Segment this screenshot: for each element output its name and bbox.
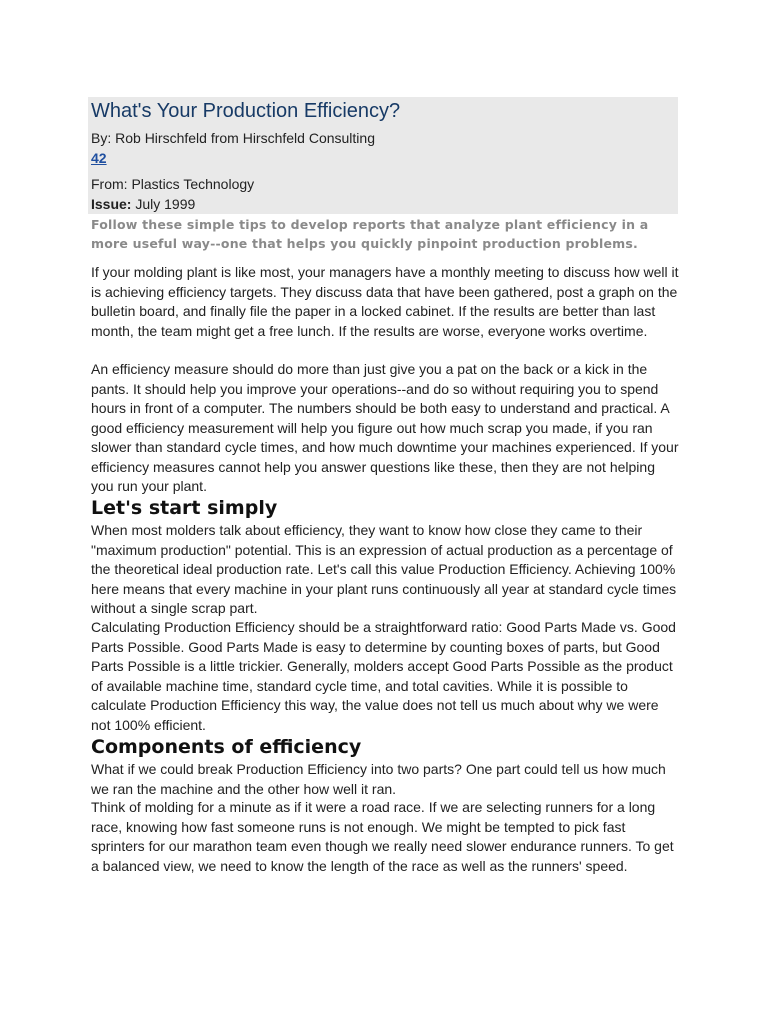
issue-value: July 1999: [131, 196, 196, 212]
section2-paragraph-2: Think of molding for a minute as if it were a road race. If we are selecting runners for a long race, knowing how fast someone runs is not enough. We might be tempted to pick fast sprinters for our marathon team even though we really need slower endurance runners. To get a balanced view, we need to know the length of the race as well as the runners' speed.: [91, 799, 674, 874]
section-heading-components: Components of efficiency: [91, 736, 362, 758]
article-source: From: Plastics Technology: [91, 176, 255, 192]
section1-paragraph-2: Calculating Production Efficiency should be a straightforward ratio: Good Parts Made vs. Good Parts Possible. Good Parts Made is easy to determine by counting boxes of parts, but Good Parts Possible is a little trickier. Generally, molders accept Good Parts Possible as the product of available machine time, standard cycle time, and total cavities. While it is possible to calculate Production Efficiency this way, the value does not tell us much about why we were not 100% efficient.: [91, 619, 676, 733]
section1-paragraph-1: When most molders talk about efficiency, they want to know how close they came to their "maximum production" potential. This is an expression of actual production as a percentage of the theoretical ideal production rate. Let's call this value Production Efficiency. Achieving 100% here means that every machine in your plant runs continuously all year at standard cycle times without a single scrap part.: [91, 522, 677, 616]
article-count-link[interactable]: 42: [91, 150, 107, 166]
section2-paragraph-1: What if we could break Production Efficiency into two parts? One part could tell us how much we ran the machine and the other how well it ran.: [91, 761, 666, 797]
section-heading-start-simply: Let's start simply: [91, 497, 278, 519]
article-title: What's Your Production Efficiency?: [91, 100, 401, 122]
article-lede: Follow these simple tips to develop reports that analyze plant efficiency in a more useful way--one that helps you quickly pinpoint production problems.: [91, 217, 649, 251]
issue-label: Issue:: [91, 196, 132, 212]
article-issue: [91, 195, 195, 213]
body-paragraph-2: An efficiency measure should do more than just give you a pat on the back or a kick in the pants. It should help you improve your operations--and do so without requiring you to spend hours in front of a computer. The numbers should be both easy to understand and practical. A good efficiency measurement will help you figure out how much scrap you made, if you ran slower than standard cycle times, and how much downtime your machines experienced. If your efficiency measures cannot help you answer questions like these, then they are not helping you run your plant.: [91, 361, 679, 494]
body-paragraph-1: If your molding plant is like most, your managers have a monthly meeting to discuss how well it is achieving efficiency targets. They discuss data that have been gathered, post a graph on the bulletin board, and finally file the paper in a locked cabinet. If the results are better than last month, the team might get a free lunch. If the results are worse, everyone works overtime.: [91, 264, 679, 339]
article-byline: By: Rob Hirschfeld from Hirschfeld Consulting: [91, 130, 375, 146]
